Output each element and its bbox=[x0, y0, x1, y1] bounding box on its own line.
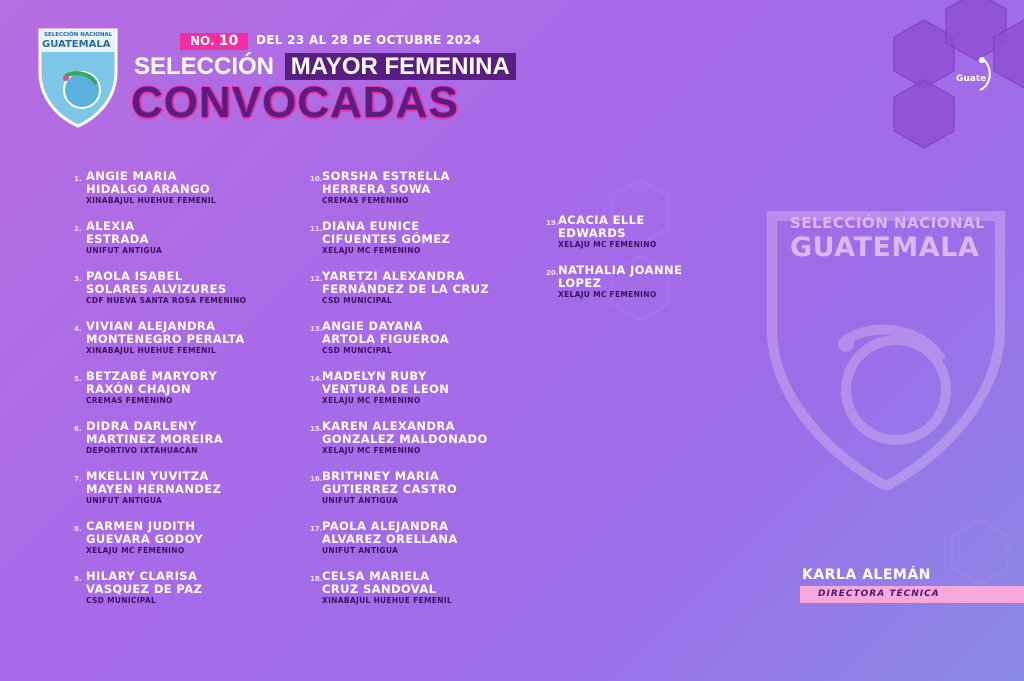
player-name bbox=[86, 570, 202, 595]
issue-number-label: NO. bbox=[190, 34, 215, 48]
player-number: 8. bbox=[74, 525, 82, 533]
player-number: 13. bbox=[310, 325, 323, 333]
player-club: XINABAJUL HUEHUE FEMENIL bbox=[322, 596, 452, 605]
player-number: 15. bbox=[310, 425, 323, 433]
player-name-line2: MONTENEGRO PERALTA bbox=[86, 331, 245, 346]
player-number: 10. bbox=[310, 175, 323, 183]
player-name-line1: PAOLA ALEJANDRA bbox=[322, 519, 449, 533]
player-name bbox=[86, 520, 203, 545]
player-name-line2: LOPEZ bbox=[558, 275, 602, 290]
player-club: CREMAS FEMENINO bbox=[322, 196, 409, 205]
player-name-line2: EDWARDS bbox=[558, 225, 626, 240]
player-name bbox=[86, 170, 210, 195]
watermark-text-line1: SELECCIÓN NACIONAL bbox=[790, 214, 986, 232]
player-name-line1: CARMEN JUDITH bbox=[86, 519, 196, 533]
player-name bbox=[86, 220, 149, 245]
player-name-line2: ARTOLA FIGUEROA bbox=[322, 331, 450, 346]
player-name-line2: ESTRADA bbox=[86, 231, 149, 246]
player-club: XELAJU MC FEMENINO bbox=[322, 246, 421, 255]
player-club: UNIFUT ANTIGUA bbox=[322, 496, 399, 505]
title-line-1 bbox=[134, 53, 516, 81]
player-name bbox=[322, 570, 436, 595]
player-club: CREMAS FEMENINO bbox=[86, 396, 173, 405]
player-number: 9. bbox=[74, 575, 82, 583]
player-number: 19. bbox=[546, 219, 559, 227]
player-name-line1: SORSHA ESTRELLA bbox=[322, 169, 450, 183]
title-convocadas: CONVOCADAS bbox=[131, 78, 459, 127]
player-name-line1: NATHALIA JOANNE bbox=[558, 263, 683, 277]
player-name-line1: VIVIAN ALEJANDRA bbox=[86, 319, 216, 333]
player-name-line2: GUEVARA GODOY bbox=[86, 531, 204, 546]
player-club: XELAJU MC FEMENINO bbox=[558, 290, 657, 299]
player-number: 20. bbox=[546, 269, 559, 277]
player-number: 17. bbox=[310, 525, 323, 533]
player-number: 11. bbox=[310, 225, 323, 233]
player-number: 3. bbox=[74, 275, 82, 283]
player-name-line1: BETZABÉ MARYORY bbox=[86, 369, 218, 383]
player-name-line2: VASQUEZ DE PAZ bbox=[86, 581, 203, 596]
shield-text-line1: SELECCIÓN NACIONAL bbox=[44, 32, 113, 38]
coach-name: KARLA ALEMÁN bbox=[802, 567, 931, 583]
player-club: CSD MUNICIPAL bbox=[322, 346, 393, 355]
player-name bbox=[558, 264, 682, 289]
player-name-line1: CELSA MARIELA bbox=[322, 569, 430, 583]
player-number: 18. bbox=[310, 575, 323, 583]
player-name-line1: BRITHNEY MARIA bbox=[322, 469, 440, 483]
issue-number-value: 10 bbox=[218, 33, 239, 49]
player-name-line2: HIDALGO ARANGO bbox=[86, 181, 210, 196]
player-club: UNIFUT ANTIGUA bbox=[86, 496, 163, 505]
player-name-line1: MADELYN RUBY bbox=[322, 369, 427, 383]
event-dates: DEL 23 AL 28 DE OCTUBRE 2024 bbox=[256, 33, 481, 47]
player-name bbox=[322, 270, 489, 295]
player-club: XELAJU MC FEMENINO bbox=[558, 240, 657, 249]
player-name-line1: KAREN ALEXANDRA bbox=[322, 419, 455, 433]
player-name-line2: SOLARES ALVIZURES bbox=[86, 281, 227, 296]
coach-role: DIRECTORA TÉCNICA bbox=[800, 586, 1024, 603]
player-name bbox=[86, 320, 245, 345]
player-club: CSD MUNICIPAL bbox=[322, 296, 393, 305]
player-name bbox=[86, 420, 223, 445]
player-number: 2. bbox=[74, 225, 82, 233]
player-number: 6. bbox=[74, 425, 82, 433]
player-club: UNIFUT ANTIGUA bbox=[322, 546, 399, 555]
shield-text-line2: GUATEMALA bbox=[42, 39, 111, 50]
player-name bbox=[322, 370, 449, 395]
player-number: 16. bbox=[310, 475, 323, 483]
player-name-line2: CIFUENTES GÓMEZ bbox=[322, 231, 451, 246]
player-name-line1: HILARY CLARISA bbox=[86, 569, 198, 583]
player-club: DEPORTIVO IXTAHUACÁN bbox=[86, 446, 198, 455]
title-mayor-femenina: MAYOR FEMENINA bbox=[285, 53, 516, 80]
player-name-line2: ALVAREZ ORELLANA bbox=[322, 531, 458, 546]
title-seleccion: SELECCIÓN bbox=[134, 53, 275, 80]
player-name-line2: RAXÓN CHAJON bbox=[86, 381, 192, 396]
issue-number-badge bbox=[180, 33, 248, 50]
player-name-line2: MARTINEZ MOREIRA bbox=[86, 431, 223, 446]
player-name-line1: DIDRA DARLENY bbox=[86, 419, 197, 433]
player-name-line1: DIANA EUNICE bbox=[322, 219, 420, 233]
player-name-line2: GONZALEZ MALDONADO bbox=[322, 431, 488, 446]
player-name bbox=[322, 470, 457, 495]
player-name bbox=[322, 170, 450, 195]
player-club: CDF NUEVA SANTA ROSA FEMENINO bbox=[86, 296, 247, 305]
player-name-line2: CRUZ SANDOVAL bbox=[322, 581, 437, 596]
player-club: XELAJU MC FEMENINO bbox=[322, 446, 421, 455]
player-name-line2: VENTURA DE LEON bbox=[322, 381, 450, 396]
player-number: 12. bbox=[310, 275, 323, 283]
player-number: 1. bbox=[74, 175, 82, 183]
player-number: 7. bbox=[74, 475, 82, 483]
player-name-line1: YARETZI ALEXANDRA bbox=[322, 269, 465, 283]
player-club: XELAJU MC FEMENINO bbox=[322, 396, 421, 405]
player-name bbox=[322, 420, 488, 445]
player-name-line1: ALEXIA bbox=[86, 219, 135, 233]
player-name bbox=[86, 370, 217, 395]
guate-corner-logo-text: Guate bbox=[956, 74, 987, 84]
player-name bbox=[558, 214, 645, 239]
player-name-line2: MAYEN HERNANDEZ bbox=[86, 481, 222, 496]
player-club: CSD MUNICIPAL bbox=[86, 596, 157, 605]
player-name-line1: ANGIE DAYANA bbox=[322, 319, 423, 333]
player-name-line1: PAOLA ISABEL bbox=[86, 269, 183, 283]
player-name-line2: FERNÁNDEZ DE LA CRUZ bbox=[322, 281, 490, 296]
player-number: 5. bbox=[74, 375, 82, 383]
player-name-line2: HERRERA SOWA bbox=[322, 181, 431, 196]
player-number: 4. bbox=[74, 325, 82, 333]
player-number: 14. bbox=[310, 375, 323, 383]
watermark-text-line2: GUATEMALA bbox=[790, 232, 980, 263]
player-name bbox=[322, 320, 449, 345]
player-name-line1: ANGIE MARIA bbox=[86, 169, 177, 183]
player-name-line2: GUTIERREZ CASTRO bbox=[322, 481, 458, 496]
player-club: UNIFUT ANTIGUA bbox=[86, 246, 163, 255]
player-name bbox=[86, 270, 227, 295]
player-club: XINABAJUL HUEHUE FEMENIL bbox=[86, 196, 216, 205]
player-club: XELAJU MC FEMENINO bbox=[86, 546, 185, 555]
player-name bbox=[86, 470, 221, 495]
player-name-line1: MKELLIN YUVITZA bbox=[86, 469, 209, 483]
player-name-line1: ACACIA ELLE bbox=[558, 213, 645, 227]
player-club: XINABAJUL HUEHUE FEMENIL bbox=[86, 346, 216, 355]
player-name bbox=[322, 220, 450, 245]
player-name bbox=[322, 520, 458, 545]
